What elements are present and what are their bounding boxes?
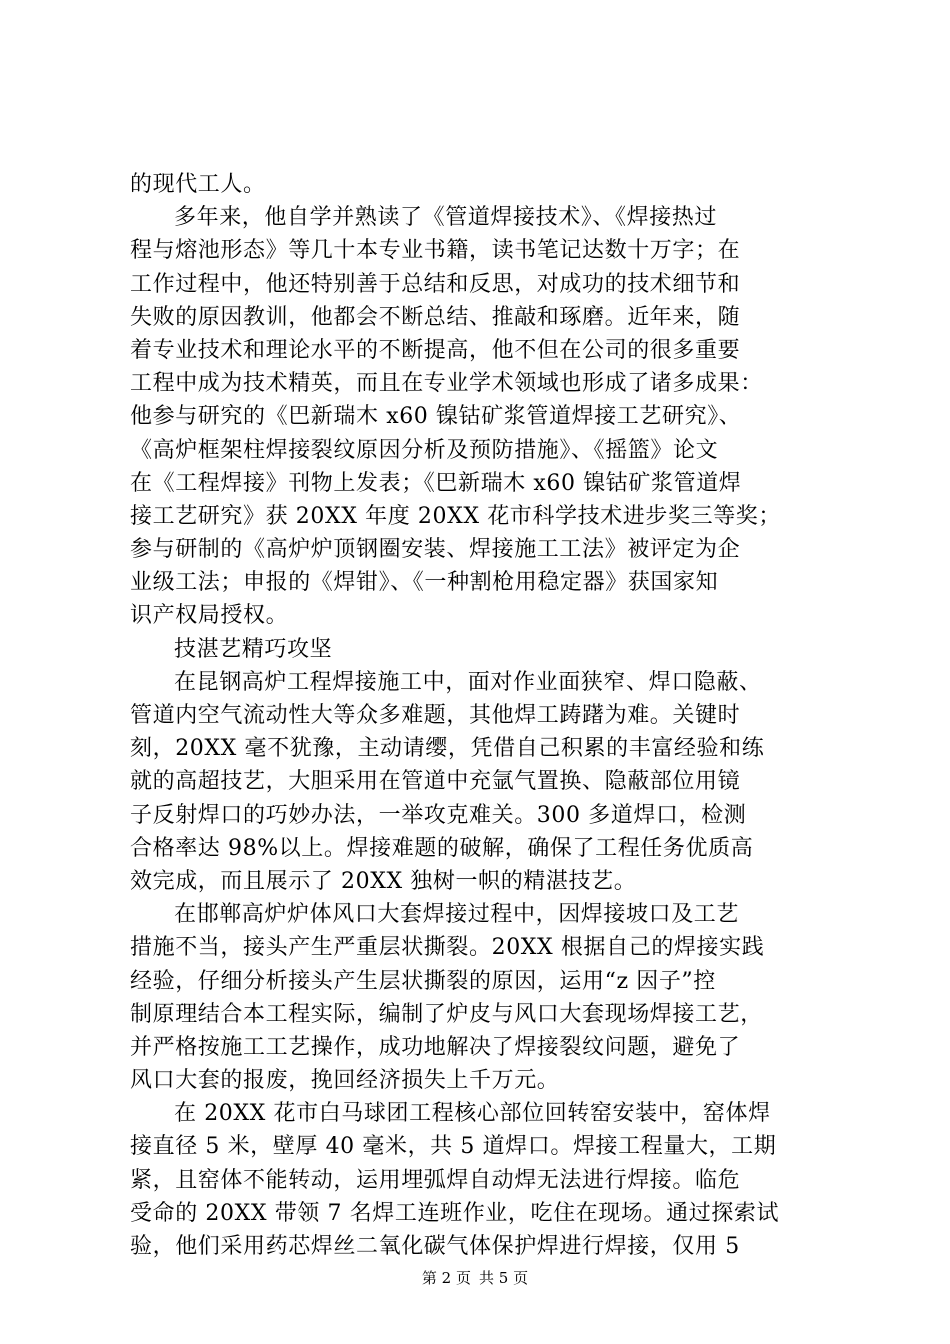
text-line: 经验，仔细分析接头产生层状撕裂的原因，运用“z 因子”控 <box>130 968 716 994</box>
text-line: 并严格按施工工艺操作，成功地解决了焊接裂纹问题，避免了 <box>130 1034 741 1060</box>
text-line: 程与熔池形态》等几十本专业书籍，读书笔记达数十万字；在 <box>130 238 741 264</box>
page-number: 第 2 页 <box>421 1269 471 1287</box>
text-line: 刻，20XX 毫不犹豫，主动请缨，凭借自己积累的丰富经验和练 <box>130 736 765 762</box>
text-line: 业级工法；申报的《焊钳》、《一种割枪用稳定器》获国家知 <box>130 570 719 596</box>
text-line: 管道内空气流动性大等众多难题，其他焊工踌躇为难。关键时 <box>130 703 741 728</box>
text-line: 工作过程中，他还特别善于总结和反思，对成功的技术细节和 <box>130 271 741 297</box>
text-line: 效完成，而且展示了 20XX 独树一帜的精湛技艺。 <box>130 868 637 894</box>
text-line: 制原理结合本工程实际，编制了炉皮与风口大套现场焊接工艺， <box>130 1001 763 1027</box>
text-line: 措施不当，接头产生严重层状撕裂。20XX 根据自己的焊接实践 <box>130 935 765 961</box>
page-total: 共 5 页 <box>479 1269 529 1287</box>
text-line: 就的高超技艺，大胆采用在管道中充氩气置换、隐蔽部位用镜 <box>130 769 741 795</box>
text-line: 合格率达 98%以上。焊接难题的破解，确保了工程任务优质高 <box>130 835 754 861</box>
page-footer <box>0 1268 950 1288</box>
text-line: 紧，且窑体不能转动，运用埋弧焊自动焊无法进行焊接。临危 <box>130 1167 741 1193</box>
text-line: 在 20XX 花市白马球团工程核心部位回转窑安装中，窑体焊 <box>174 1101 771 1127</box>
text-line: 接工艺研究》获 20XX 年度 20XX 花市科学技术进步奖三等奖； <box>130 503 782 529</box>
text-line: 子反射焊口的巧妙办法，一举攻克难关。300 多道焊口，检测 <box>130 802 747 828</box>
text-line: 失败的原因教训，他都会不断总结、推敲和琢磨。近年来，随 <box>130 304 741 330</box>
text-line: 受命的 20XX 带领 7 名焊工连班作业，吃住在现场。通过探索试 <box>130 1200 780 1226</box>
text-line: 在昆钢高炉工程焊接施工中，面对作业面狭窄、焊口隐蔽、 <box>174 669 762 695</box>
text-line: 识产权局授权。 <box>130 603 289 629</box>
text-line: 多年来，他自学并熟读了《管道焊接技术》、《焊接热过 <box>174 205 718 231</box>
document-body <box>130 168 850 1263</box>
text-line: 在邯郸高炉炉体风口大套焊接过程中，因焊接坡口及工艺 <box>174 902 740 928</box>
text-line: 《高炉框架柱焊接裂纹原因分析及预防措施》、《摇篮》论文 <box>130 437 719 463</box>
text-line: 参与研制的《高炉炉顶钢圈安装、焊接施工工法》被评定为企 <box>130 537 741 563</box>
text-line: 在《工程焊接》刊物上发表；《巴新瑞木 x60 镍钴矿浆管道焊 <box>130 470 742 496</box>
text-line: 验，他们采用药芯焊丝二氧化碳气体保护焊进行焊接，仅用 5 <box>130 1234 740 1259</box>
text-line: 风口大套的报废，挽回经济损失上千万元。 <box>130 1068 560 1094</box>
text-line: 的现代工人。 <box>130 172 266 197</box>
text-line: 工程中成为技术精英，而且在专业学术领域也形成了诸多成果： <box>130 371 763 397</box>
text-line: 着专业技术和理论水平的不断提高，他不但在公司的很多重要 <box>130 337 741 363</box>
text-line: 接直径 5 米，壁厚 40 毫米，共 5 道焊口。焊接工程量大，工期 <box>130 1134 777 1160</box>
text-line: 技湛艺精巧攻坚 <box>174 636 333 662</box>
text-line: 他参与研究的《巴新瑞木 x60 镍钴矿浆管道焊接工艺研究》、 <box>130 404 742 430</box>
